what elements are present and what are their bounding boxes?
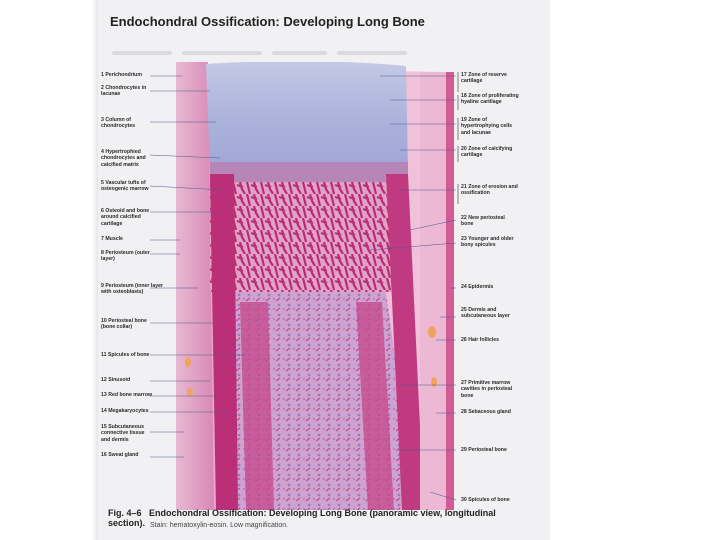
- label-line: 28 Sebaceous gland: [461, 409, 511, 415]
- label-line: chondrocytes and: [101, 155, 146, 162]
- label-9: [101, 283, 163, 296]
- label-12: [101, 377, 130, 383]
- label-line: with osteoblasts): [101, 289, 144, 296]
- label-line: and lacunae: [461, 129, 491, 136]
- faint-header-text: [112, 42, 532, 54]
- label-line: 1 Perichondrium: [101, 72, 142, 78]
- label-28: [461, 409, 511, 415]
- label-line: 16 Sweat gland: [101, 452, 139, 458]
- label-line: 29 Periosteal bone: [461, 447, 507, 453]
- label-line: (bone collar): [101, 324, 133, 331]
- label-line: 14 Megakaryocytes: [101, 408, 149, 414]
- label-18: [461, 93, 519, 106]
- label-line: 18 Zone of proliferating: [461, 93, 519, 99]
- label-line: 9 Periosteum (inner layer: [101, 283, 163, 289]
- label-line: lacunae: [101, 91, 121, 98]
- label-line: and dermis: [101, 436, 129, 443]
- label-21: [461, 184, 518, 197]
- label-line: 11 Spicules of bone: [101, 352, 150, 358]
- label-line: 6 Osteoid and bone: [101, 208, 150, 214]
- label-line: 27 Primitive marrow: [461, 380, 511, 386]
- figure-number: Fig. 4–6: [108, 508, 142, 518]
- label-line: 20 Zone of calcifying: [461, 146, 513, 152]
- label-30: [461, 497, 510, 503]
- label-line: 5 Vascular tufts of: [101, 180, 146, 186]
- label-17: [461, 72, 507, 85]
- label-line: layer): [101, 256, 115, 263]
- label-6: [101, 208, 149, 227]
- label-26: [461, 337, 499, 343]
- label-line: hyaline cartilage: [461, 99, 502, 106]
- label-line: 19 Zone of: [461, 117, 487, 123]
- label-11: [101, 352, 149, 358]
- label-5: [101, 180, 149, 193]
- label-line: 17 Zone of reserve: [461, 72, 507, 78]
- label-22: [461, 215, 505, 228]
- label-line: 21 Zone of erosion and: [461, 184, 518, 190]
- label-line: cartilage: [461, 78, 483, 85]
- label-line: 30 Spicules of bone: [461, 497, 510, 503]
- label-line: 24 Epidermis: [461, 284, 494, 290]
- label-line: 22 New periosteal: [461, 215, 505, 221]
- label-line: around calcified: [101, 214, 141, 221]
- label-line: 8 Periosteum (outer: [101, 250, 150, 256]
- label-line: 2 Chondrocytes in: [101, 85, 147, 91]
- label-19: [461, 117, 512, 136]
- figure-caption-text: Endochondral Ossification: Developing Long Bone (panoramic view, longitudinal: [149, 508, 496, 518]
- label-line: 23 Younger and older: [461, 236, 514, 242]
- label-3: [101, 117, 135, 130]
- label-line: cartilage: [101, 220, 123, 227]
- micrograph-image: [176, 62, 456, 510]
- label-line: 4 Hypertrophied: [101, 149, 141, 155]
- label-4: [101, 149, 146, 168]
- label-line: bone: [461, 392, 474, 399]
- label-line: ossification: [461, 190, 490, 197]
- label-line: 15 Subcutaneous: [101, 424, 144, 430]
- label-line: bony spicules: [461, 242, 496, 249]
- page-title: Endochondral Ossification: Developing Long Bone: [110, 14, 425, 29]
- label-line: 7 Muscle: [101, 236, 123, 242]
- label-24: [461, 284, 493, 290]
- label-16: [101, 452, 138, 458]
- label-line: subcutaneous layer: [461, 313, 510, 320]
- label-line: bone: [461, 221, 474, 228]
- label-8: [101, 250, 150, 263]
- label-25: [461, 307, 510, 320]
- label-line: 26 Hair follicles: [461, 337, 500, 343]
- label-29: [461, 447, 507, 453]
- label-line: connective tissue: [101, 430, 145, 437]
- label-23: [461, 236, 514, 249]
- label-line: cartilage: [461, 152, 483, 159]
- figure-caption-text-2: section).: [108, 518, 146, 528]
- label-line: 25 Dermis and: [461, 307, 497, 313]
- label-7: [101, 236, 123, 242]
- label-10: [101, 318, 147, 331]
- label-line: 12 Sinusoid: [101, 377, 131, 383]
- label-27: [461, 380, 512, 399]
- label-2: [101, 85, 146, 98]
- label-line: 3 Column of: [101, 117, 131, 123]
- label-line: 10 Periosteal bone: [101, 318, 147, 324]
- label-line: chondrocytes: [101, 123, 136, 130]
- label-line: osteogenic marrow: [101, 186, 149, 193]
- label-1: [101, 72, 142, 78]
- stain-note: Stain: hematoxylin-eosin. Low magnification.: [150, 522, 289, 529]
- label-line: hypertrophying cells: [461, 123, 513, 130]
- label-20: [461, 146, 512, 159]
- label-line: 13 Red bone marrow: [101, 392, 153, 398]
- label-line: calcified matrix: [101, 161, 139, 168]
- label-14: [101, 408, 149, 414]
- label-15: [101, 424, 145, 443]
- label-13: [101, 392, 152, 398]
- label-line: cavities in periosteal: [461, 386, 513, 393]
